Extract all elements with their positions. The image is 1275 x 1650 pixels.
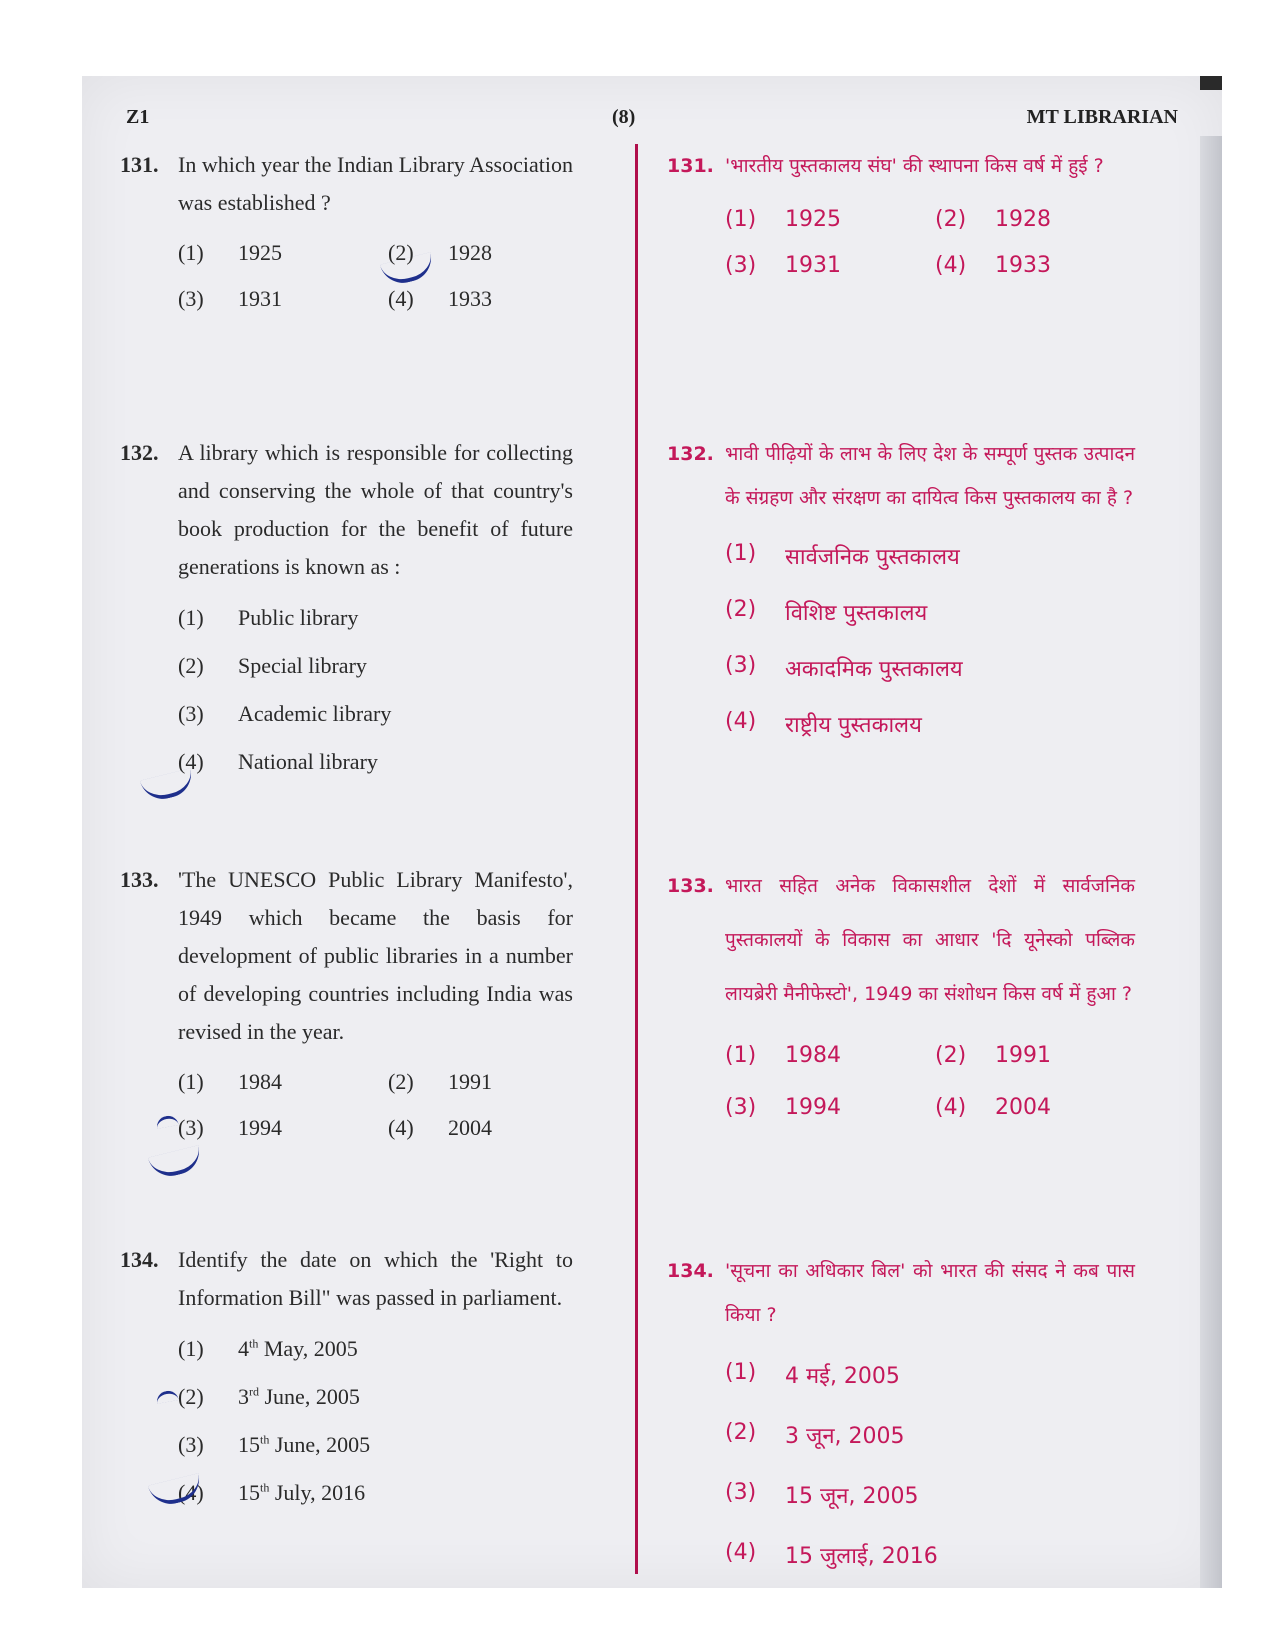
question-text: In which year the Indian Library Association was established ? <box>178 152 573 215</box>
option-3[interactable]: (3) 1994 <box>178 1115 282 1140</box>
option-4[interactable]: (4) 1933 <box>935 252 1051 278</box>
question-131-en <box>120 146 598 322</box>
option-4[interactable]: (4) 1933 <box>388 286 492 311</box>
option-1[interactable]: (1) 1984 <box>178 1069 282 1094</box>
question-number: 133. <box>120 867 159 892</box>
question-text: 'The UNESCO Public Library Manifesto', 1949 which became the basis for development of public libraries in a number of developing countries including India was revised in the year. <box>178 867 573 1044</box>
option-3[interactable]: (3) 1931 <box>178 286 282 311</box>
question-number: 131. <box>667 155 714 177</box>
option-3[interactable]: (3) 1994 <box>725 1094 841 1120</box>
option-4[interactable]: (4) National library <box>178 749 378 774</box>
option-4[interactable]: (4) 15th July, 2016 <box>178 1480 366 1505</box>
question-133-en <box>120 861 598 1151</box>
pen-mark-answer <box>140 768 196 804</box>
option-3[interactable]: (3) 15th June, 2005 <box>178 1432 371 1457</box>
pen-tick <box>155 1389 179 1404</box>
column-divider <box>635 144 638 1574</box>
header-code: Z1 <box>126 106 150 128</box>
question-number: 133. <box>667 875 714 897</box>
option-2[interactable]: (2) 1928 <box>388 240 492 265</box>
question-text: भारत सहित अनेक विकासशील देशों में सार्वजनिक पुस्तकालयों के विकास का आधार 'दि यूनेस्को पब्लिक लायब्रेरी मैनीफेस्टो', 1949 का संशोधन किस वर्ष में हुआ ? <box>725 875 1135 1005</box>
option-3[interactable]: (3) अकादमिक पुस्तकालय <box>725 653 963 682</box>
option-1[interactable]: (1) 1925 <box>725 206 841 232</box>
option-1[interactable]: (1) 4th May, 2005 <box>178 1336 358 1361</box>
question-134-en <box>120 1241 573 1517</box>
option-3[interactable]: (3) 15 जून, 2005 <box>725 1480 919 1509</box>
question-number: 134. <box>667 1260 714 1282</box>
question-text: भावी पीढ़ियों के लाभ के लिए देश के सम्पूर्ण पुस्तक उत्पादन के संग्रहण और संरक्षण का दायित्व किस पुस्तकालय का है ? <box>725 443 1135 509</box>
page-edge-dark <box>1200 76 1222 90</box>
option-1[interactable]: (1) 1984 <box>725 1042 841 1068</box>
option-2[interactable]: (2) 3 जून, 2005 <box>725 1420 905 1449</box>
question-134-hi <box>667 1249 1135 1585</box>
option-2[interactable]: (2) 3rd June, 2005 <box>178 1384 360 1409</box>
question-number: 134. <box>120 1247 159 1272</box>
option-1[interactable]: (1) 4 मई, 2005 <box>725 1360 900 1389</box>
option-3[interactable]: (3) 1931 <box>725 252 841 278</box>
option-2[interactable]: (2) 1991 <box>935 1042 1051 1068</box>
question-text: 'सूचना का अधिकार बिल' को भारत की संसद ने कब पास किया ? <box>725 1260 1135 1326</box>
question-133-hi <box>667 859 1145 1133</box>
option-4[interactable]: (4) राष्ट्रीय पुस्तकालय <box>725 709 922 738</box>
question-number: 132. <box>120 440 159 465</box>
question-132-hi <box>667 432 1135 752</box>
header-page-number: (8) <box>612 106 636 128</box>
option-1[interactable]: (1) सार्वजनिक पुस्तकालय <box>725 541 960 570</box>
question-text: 'भारतीय पुस्तकालय संघ' की स्थापना किस वर्ष में हुई ? <box>725 155 1104 177</box>
option-4[interactable]: (4) 15 जुलाई, 2016 <box>725 1540 938 1569</box>
question-number: 132. <box>667 443 714 465</box>
pen-mark-answer <box>148 1145 204 1181</box>
question-131-hi <box>667 144 1145 288</box>
question-number: 131. <box>120 152 159 177</box>
question-text: Identify the date on which the 'Right to Information Bill" was passed in parliament. <box>178 1247 573 1310</box>
header-title: MT LIBRARIAN <box>1026 106 1178 128</box>
option-4[interactable]: (4) 2004 <box>388 1115 492 1140</box>
option-2[interactable]: (2) 1928 <box>935 206 1051 232</box>
question-132-en <box>120 434 573 786</box>
page-edge <box>1200 136 1222 1588</box>
option-3[interactable]: (3) Academic library <box>178 701 392 726</box>
option-4[interactable]: (4) 2004 <box>935 1094 1051 1120</box>
option-2[interactable]: (2) Special library <box>178 653 367 678</box>
option-1[interactable]: (1) 1925 <box>178 240 282 265</box>
exam-page <box>82 76 1222 1588</box>
option-1[interactable]: (1) Public library <box>178 605 359 630</box>
option-2[interactable]: (2) विशिष्ट पुस्तकालय <box>725 597 928 626</box>
pen-tick <box>155 1114 179 1129</box>
question-text: A library which is responsible for collecting and conserving the whole of that country's book production for the benefit of future generations is known as : <box>178 440 573 579</box>
option-2[interactable]: (2) 1991 <box>388 1069 492 1094</box>
